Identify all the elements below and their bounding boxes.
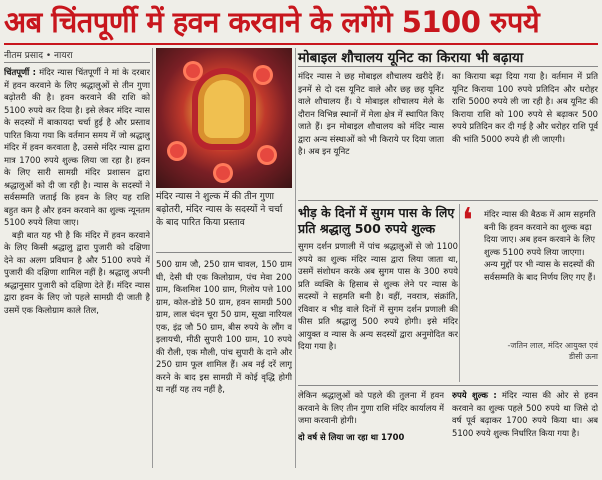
byline: नीतम प्रसाद • नायरा: [4, 51, 73, 61]
caption-rule: [156, 252, 292, 253]
story2-text-a: मंदिर न्यास ने छह मोबाइल शौचालय खरीदे हैं। इनमें से दो दस यूनिट वाले और छह छह यूनिट वाले शौचालय हैं। ये मोबाइल शौचालय मेले के दौरान विभिन्न स्थानों में मेला क्षेत्र में स्थापित किए जाते हैं। इन मोबाइल शौचालय को मंदिर न्यास द्वारा अन्य संस्थाओं को भी किराये पर दिया जाता है। अब इन यूनिट: [298, 71, 444, 156]
column-1-text: मंदिर न्यास चिंतपूर्णी ने मां के दरबार में हवन करवाने के लिए श्रद्धालुओं से तीन गुणा बढ़ोतरी की है। हवन करवाने की राशि को 5100 रुपये कर दिया है। इसे लेकर मंदिर न्यास के सदस्यों में बाकायदा चर्चा हुई है और प्रस्ताव पारित किया गया कि वर्तमान समय में जो श्रद्धालु मंदिर में हवन करवाता है, उससे मंदिर न्यास द्वारा मात्र 1700 रुपये शुल्क लिया जा रहा है। हवन के लिए सारी सामग्री मंदिर प्रशासन द्वारा श्रद्धालुओं को दी जा रही है। न्यास के सदस्यों ने सर्वसम्मति जताई कि हवन के लिए यह राशि बहुत कम है और हवन करवाने का शुल्क न्यूनतम 5100 रुपये लिया जाए।: [4, 67, 150, 227]
byline-rule: [4, 62, 150, 63]
dateline-place: चिंतपूर्णी :: [4, 67, 36, 77]
subhead-sugam-pass: भीड़ के दिनों में सुगम पास के लिए प्रति श्रद्धालु 500 रुपये शुल्क: [298, 205, 455, 236]
column-2-text: 500 ग्राम जौ, 250 ग्राम चावल, 150 ग्राम घी, देसी घी एक किलोग्राम, पंच मेवा 200 ग्राम, किशमिश 100 ग्राम, गिलोय पत्ते 100 ग्राम, कोल-डोडे 50 ग्राम, हवन सामग्री 500 ग्राम, लाल चंदन चूरा 50 ग्राम, सूखा नारियल एक, इंद्र जौ 50 ग्राम, बीस रुपये के लौंग व इलायची, मीठी सुपारी 100 ग्राम, 10 रुपये की रौली, एक मौली, पांच सुपारी के दाने और 250 ग्राम फूल शामिल हैं। अब नई दरें लागू करने के बाद इस सामग्री में कोई वृद्धि होगी या नहीं यह तय नहीं है,: [156, 259, 292, 394]
temple-photo: [156, 48, 292, 188]
bottom-text-b: मंदिर न्यास की ओर से हवन करवाने का शुल्क पहले 500 रुपये था जिसे दो वर्ष पूर्व बढ़ाकर 1700 रुपये किया था। अब 5100 रुपये शुल्क निर्धारित किया गया है।: [452, 390, 598, 438]
bottom-text-a: लेकिन श्रद्धालुओं को पहले की तुलना में हवन करवाने के लिए तीन गुणा राशि मंदिर कार्यालय में जमा करवानी होगी।: [298, 390, 444, 425]
bottom-column-b: [452, 389, 598, 469]
flower-decoration: [186, 64, 200, 78]
flower-decoration: [256, 68, 270, 82]
column-divider: [152, 48, 153, 468]
bottom-subhead-a: दो वर्ष से लिया जा रहा था 1700: [298, 431, 405, 442]
headline-rule: [4, 43, 598, 45]
flower-decoration: [170, 144, 184, 158]
column-1: [4, 66, 150, 466]
column-divider: [459, 204, 460, 382]
photo-caption: मंदिर न्यास ने शुल्क में की तीन गुणा बढ़ोतरी, मंदिर न्यास के सदस्यों ने चर्चा के बाद पारित किया प्रस्ताव: [156, 191, 283, 228]
bottom-column-a: [298, 389, 444, 469]
flower-decoration: [216, 166, 230, 180]
section-rule: [298, 200, 598, 201]
story3-text: सुगम दर्शन प्रणाली में पांच श्रद्धालुओं से जो 1100 रुपये का शुल्क मंदिर न्यास द्वारा लिया जाता था, उसमें संशोधन करके अब सुगम पास के 300 रुपये प्रति व्यक्ति के हिसाब से शुल्क लेने पर न्यास के सदस्यों ने सहमति बनी है। वहीं, नवरात्र, संक्रांति, रविवार व भीड़ वाले दिनों में सुगम दर्शन प्रणाली की फीस प्रति श्रद्धालु 500 रुपये होगी। इसे मंदिर आयुक्त व न्यास के अन्य सदस्यों द्वारा अनुमोदित कर दिया गया है।: [298, 241, 458, 351]
story2-column-b: [452, 70, 598, 198]
deity-figure: [204, 80, 244, 138]
column-divider: [295, 48, 296, 468]
column-2: [156, 258, 292, 466]
story2-column-a: [298, 70, 444, 198]
flower-decoration: [260, 148, 274, 162]
section-rule: [298, 385, 598, 386]
subhead-toilet-units: मोबाइल शौचालय यूनिट का किराया भी बढ़ाया: [298, 50, 524, 66]
headline: अब चिंतपूर्णी में हवन करवाने के लगेंगे 5100 रुपये: [4, 5, 540, 39]
subhead-rule: [298, 66, 598, 67]
bottom-label-b: रुपये शुल्क :: [452, 390, 497, 400]
quote-box: [462, 201, 598, 384]
quote-mark-icon: ❛: [462, 201, 473, 241]
column-1-text-2: बड़ी बात यह भी है कि मंदिर में हवन करवाने के लिए किसी श्रद्धालु द्वारा पुजारी को दक्षिणा देने का अलग प्रविधान है और 5100 रुपये में पुजारी की दक्षिणा शामिल नहीं है। श्रद्धालु अपनी श्रद्धानुसार पुजारी को दक्षिणा देते हैं। मंदिर न्यास द्वारा हवन के लिए जो पहले सामग्री दी जाती है उसमें एक किलोग्राम काले तिल,: [4, 229, 150, 315]
story2-text-b: का किराया बढ़ा दिया गया है। वर्तमान में प्रति यूनिट किराया 100 रुपये प्रतिदिन और धरोहर राशि 5000 रुपये ली जा रही है। अब यूनिट की किराया राशि को 100 रुपये से बढ़ाकर 500 रुपये प्रतिदिन कर दी गई है और धरोहर राशि पूर्व की भांति 5000 रुपये ही ली जाएगी।: [452, 71, 598, 144]
quote-attribution: -जतिन लाल, मंदिर आयुक्त एवं डीसी ऊना: [507, 341, 598, 361]
quote-text: मंदिर न्यास की बैठक में आम सहमति बनी कि हवन करवाने का शुल्क बढ़ा दिया जाए। अब हवन करवाने के लिए शुल्क 5100 रुपये लिया जाएगा। अन्य मुद्दों पर भी न्यास के सदस्यों की सर्वसम्मति के बाद निर्णय लिए गए हैं।: [484, 209, 596, 282]
story3-column: [298, 240, 458, 382]
